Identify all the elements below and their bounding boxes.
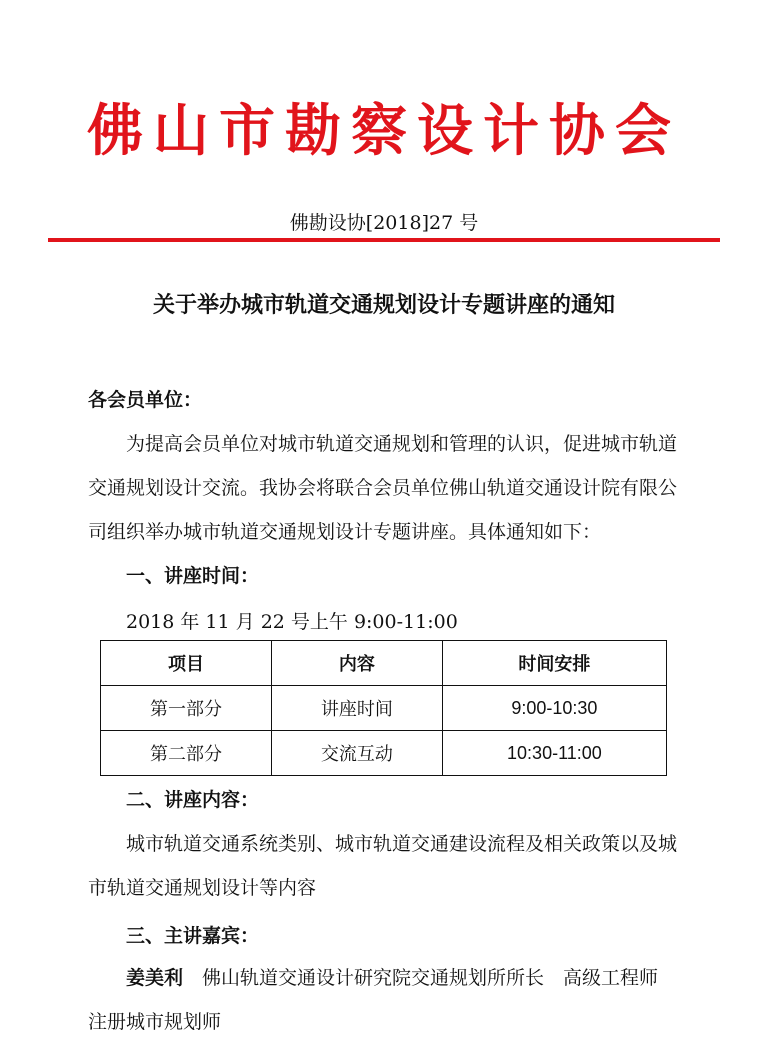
lecture-time: 2018 年 11 月 22 号上午 9:00-11:00 — [126, 611, 458, 633]
section-3-heading: 三、主讲嘉宾： — [126, 925, 260, 947]
salutation: 各会员单位： — [88, 389, 203, 411]
table-cell: 交流互动 — [271, 731, 442, 776]
table-header-cell: 内容 — [271, 641, 442, 686]
document-number: 佛勘设协[2018]27 号 — [289, 212, 479, 234]
notice-title: 关于举办城市轨道交通规划设计专题讲座的通知 — [152, 292, 615, 318]
table-header-cell: 时间安排 — [442, 641, 666, 686]
organization-title: 佛山市勘察设计协会 — [87, 99, 681, 164]
table-cell: 9:00-10:30 — [442, 686, 666, 731]
table-cell: 讲座时间 — [271, 686, 442, 731]
red-divider-line — [48, 238, 720, 242]
table-cell: 第一部分 — [101, 686, 272, 731]
lecture-content: 城市轨道交通系统类别、城市轨道交通建设流程及相关政策以及城市轨道交通规划设计等内容 — [88, 833, 678, 899]
table-cell: 10:30-11:00 — [442, 731, 666, 776]
table-header-row — [101, 641, 667, 686]
table-row — [101, 731, 667, 776]
table-header-cell: 项目 — [101, 641, 272, 686]
speaker-name: 姜美利 — [126, 967, 184, 989]
schedule-table — [100, 640, 667, 776]
section-2-heading: 二、讲座内容： — [126, 789, 260, 811]
table-cell: 第二部分 — [101, 731, 272, 776]
section-1-heading: 一、讲座时间： — [126, 565, 260, 587]
table-row — [101, 686, 667, 731]
speaker-title: 佛山轨道交通设计研究院交通规划所所长 高级工程师 注册城市规划师 — [88, 967, 678, 1033]
intro-paragraph: 为提高会员单位对城市轨道交通规划和管理的认识，促进城市轨道交通规划设计交流。我协会将联合会员单位佛山轨道交通设计院有限公司组织举办城市轨道交通规划设计专题讲座。具体通知如下： — [88, 433, 678, 543]
speaker-info — [88, 956, 688, 1044]
